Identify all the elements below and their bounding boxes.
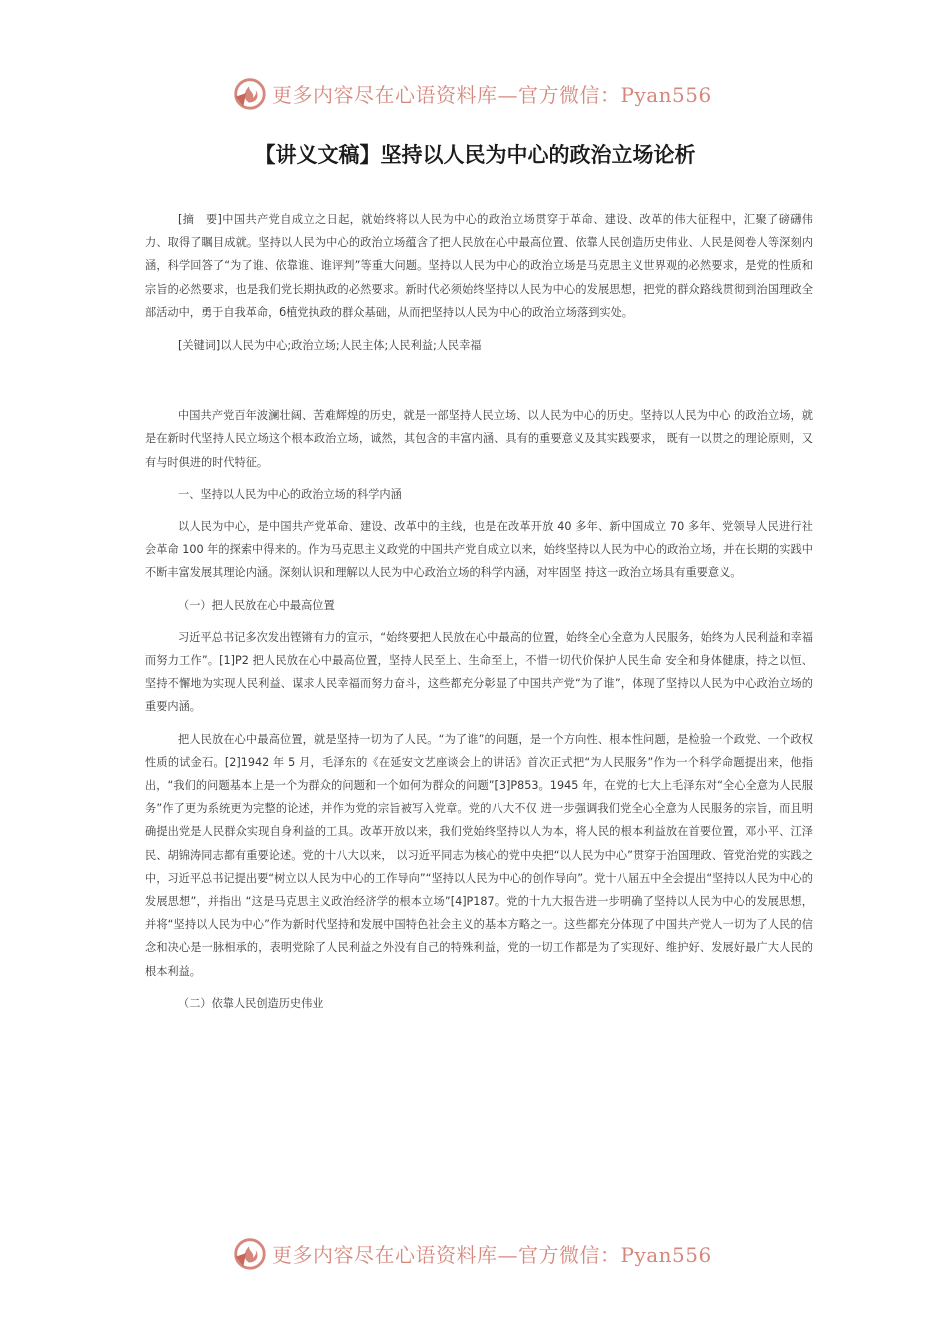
document-title: 【讲义文稿】坚持以人民为中心的政治立场论析 — [254, 143, 696, 167]
flame-logo-icon — [230, 74, 268, 112]
subsection-heading-2: （二）依靠人民创造历史伟业 — [178, 996, 324, 1010]
subsection-1-paragraph-1: 习近平总书记多次发出铿锵有力的宣示，“始终要把人民放在心中最高的位置，始终全心全意为人民服务，始终为人民利益和幸福而努力工作”。[1]P2 把人民放在心中最高位置，坚持人民至上、生命至上，不惜一切代价保护人民生命 安全和身体健康，持之以恒、坚持不懈地为实现人民利益、谋求人民幸福而努力奋斗，这些都充分彰显了中国共产党“为了谁”，体现了坚持以人民为中心政治立场的重要内涵。 — [145, 630, 813, 714]
banner-text: 更多内容尽在心语资料库—官方微信：Pyan556 — [272, 82, 712, 107]
document-body — [145, 208, 813, 1015]
banner-text: 更多内容尽在心语资料库—官方微信：Pyan556 — [272, 1242, 712, 1267]
section-heading-1: 一、坚持以人民为中心的政治立场的科学内涵 — [178, 487, 402, 501]
abstract-paragraph: [摘 要]中国共产党自成立之日起，就始终将以人民为中心的政治立场贯穿于革命、建设、改革的伟大征程中，汇聚了磅礴伟力、取得了瞩目成就。坚持以人民为中心的政治立场蕴含了把人民放在心中最高位置、依靠人民创造历史伟业、人民是阅卷人等深刻内涵，科学回答了“为了谁、依靠谁、谁评判”等重大问题。坚持以人民为中心的政治立场是马克思主义世界观的必然要求，是党的性质和宗旨的必然要求，也是我们党长期执政的必然要求。新时代必须始终坚持以人民为中心的发展思想，把党的群众路线贯彻到治国理政全部活动中，勇于自我革命，б植党执政的群众基础，从而把坚持以人民为中心的政治立场落到实处。 — [145, 213, 813, 319]
flame-logo-icon — [230, 1234, 268, 1272]
subsection-1-paragraph-2: 把人民放在心中最高位置，就是坚持一切为了人民。“为了谁”的问题，是一个方向性、根本性问题，是检验一个政党、一个政权性质的试金石。[2]1942 年 5 月，毛泽东的《在延安文艺座谈会上的讲话》首次正式把“为人民服务”作为一个科学命题提出来，他指出，“我们的问题基本上是一个为群众的问题和一个如何为群众的问题”[3]P853。1945 年，在党的七大上毛泽东对“全心全意为人民服务”作了更为系统更为完整的论述，并作为党的宗旨被写入党章。党的八大不仅 进一步强调我们党全心全意为人民服务的宗旨，而且明确提出党是人民群众实现自身利益的工具。改革开放以来，我们党始终坚持以人为本，将人民的根本利益放在首要位置，邓小平、江泽民、胡锦涛同志都有重要论述。党的十八大以来， 以习近平同志为核心的党中央把“以人民为中心”贯穿于治国理政、管党治党的实践之中，习近平总书记提出要“树立以人民为中心的工作导向”“坚持以人民为中心的创作导向”。党十八届五中全会提出“坚持以人民为中心的发展思想”，并指出 “这是马克思主义政治经济学的根本立场”[4]P187。党的十九大报告进一步明确了坚持以人民为中心的发展思想，并将“坚持以人民为中心”作为新时代坚持和发展中国特色社会主义的基本方略之一。这些都充分体现了中国共产党人一切为了人民的信念和决心是一脉相承的，表明党除了人民利益之外没有自己的特殊利益，党的一切工作都是为了实现好、维护好、发展好最广大人民的根本利益。 — [145, 732, 813, 978]
intro-paragraph: 中国共产党百年波澜壮阔、苦难辉煌的历史，就是一部坚持人民立场、以人民为中心的历史。坚持以人民为中心 的政治立场，就是在新时代坚持人民立场这个根本政治立场，诚然，其包含的丰富内涵、具有的重要意义及其实践要求， 既有一以贯之的理论原则，又有与时俱进的时代特征。 — [145, 409, 813, 469]
subsection-heading-1: （一）把人民放在心中最高位置 — [178, 598, 335, 612]
header-banner — [230, 73, 750, 113]
keywords-paragraph: [关键词]以人民为中心;政治立场;人民主体;人民利益;人民幸福 — [178, 339, 482, 353]
section-1-paragraph: 以人民为中心，是中国共产党革命、建设、改革中的主线，也是在改革开放 40 多年、新中国成立 70 多年、党领导人民进行社会革命 100 年的探索中得来的。作为马克思主义政党的中国共产党自成立以来，始终坚持以人民为中心的政治立场，并在长期的实践中不断丰富发展其理论内涵。深刻认识和理解以人民为中心政治立场的科学内涵，对牢固坚 持这一政治立场具有重要意义。 — [145, 520, 813, 580]
footer-banner — [230, 1233, 750, 1273]
